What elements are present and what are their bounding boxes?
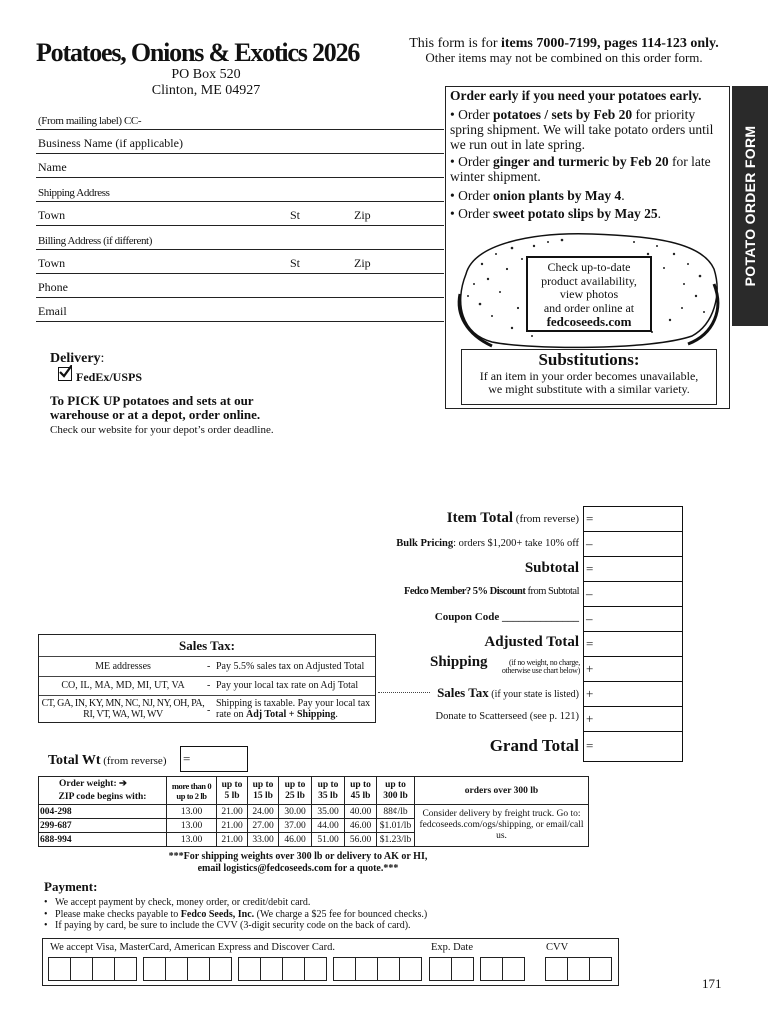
- shipping-address-field[interactable]: Shipping Address: [36, 180, 444, 202]
- card-digit-box[interactable]: [48, 957, 71, 981]
- subtotal-box[interactable]: =: [583, 557, 683, 582]
- pickup-note: To PICK UP potatoes and sets at our warehouse or at a depot, order online.: [50, 393, 261, 422]
- fedex-usps-checkbox[interactable]: [58, 367, 72, 381]
- item-total-label: Item Total (from reverse): [446, 510, 579, 526]
- sales-tax-row: CT, GA, IN, KY, MN, NC, NJ, NY, OH, PA, RI, VT, WA, WI, WV - Shipping is taxable. Pay your local tax rate on Adj Total + Shipping.: [39, 695, 375, 723]
- heavy-shipping-note: ***For shipping weights over 300 lb or delivery to AK or HI, email logistics@fedcoseeds.com for a quote.***: [168, 851, 428, 874]
- table-row: 004-298 13.00 21.00 24.00 30.00 35.00 40.00 88¢/lb Consider delivery by freight truck. Go to: fedcoseeds.com/ogs/shipping, or email/call us.: [39, 805, 589, 819]
- sales-tax-row: ME addresses - Pay 5.5% sales tax on Adjusted Total: [39, 656, 375, 676]
- donate-box[interactable]: +: [583, 707, 683, 732]
- member-discount-label: Fedco Member? 5% Discount from Subtotal: [403, 586, 579, 597]
- website-link[interactable]: fedcoseeds.com: [546, 314, 632, 329]
- table-header-row-2: ZIP code begins with:: [39, 791, 589, 805]
- card-digit-box[interactable]: [377, 957, 400, 981]
- sales-tax-leader: [378, 692, 430, 693]
- depot-deadline-note: Check our website for your depot’s order deadline.: [50, 424, 274, 436]
- order-early-bullet-ginger: • Order ginger and turmeric by Feb 20 for late winter shipment.: [450, 154, 711, 184]
- coupon-code-box[interactable]: –: [583, 607, 683, 632]
- order-early-bullet-potatoes: • Order potatoes / sets by Feb 20 for priority spring shipment. We will take potato orders until we run out in late spring.: [450, 107, 714, 152]
- table-header-row: Order weight: ➔ more than 0 up to 2 lb up to 5 lb up to 15 lb up to 25 lb up to 35 lb up to 45 lb up to 300 lb orders over 300 lb: [39, 777, 589, 791]
- arrow-right-icon: ➔: [118, 779, 127, 790]
- card-digit-box[interactable]: [399, 957, 422, 981]
- grand-total-box[interactable]: =: [583, 732, 683, 762]
- card-digit-box[interactable]: [260, 957, 283, 981]
- card-digit-box[interactable]: [333, 957, 356, 981]
- sales-tax-label: Sales Tax (if your state is listed): [437, 685, 579, 700]
- city-state-zip: Clinton, ME 04927: [151, 83, 261, 98]
- po-box: PO Box 520: [171, 67, 241, 82]
- cvv-digit-box[interactable]: [589, 957, 612, 981]
- shipping-town-field[interactable]: Town St Zip: [36, 204, 444, 226]
- shipping-label: Shipping: [430, 654, 488, 670]
- card-digit-box[interactable]: [355, 957, 378, 981]
- card-digit-box[interactable]: [165, 957, 188, 981]
- exp-digit-box[interactable]: [502, 957, 525, 981]
- business-name-field[interactable]: Business Name (if applicable): [36, 132, 444, 154]
- sales-tax-table: Sales Tax: ME addresses - Pay 5.5% sales tax on Adjusted Total CO, IL, MA, MD, MI, UT, VA - Pay your local tax rate on Adj Total CT, GA, IN, KY, MN, NC, NJ, NY, OH, PA, RI, VT, WA, WI, WV - Shipping is taxable. Pay your local tax rate on Adj Total + Shipping.: [38, 634, 376, 723]
- payment-title: Payment:: [44, 879, 98, 894]
- online-availability-box: Check up-to-date product availability, view photos and order online at fedcoseeds.com: [526, 256, 652, 332]
- check-mark-icon: [58, 365, 72, 379]
- sales-tax-row: CO, IL, MA, MD, MI, UT, VA - Pay your local tax rate on Adj Total: [39, 676, 375, 695]
- phone-field[interactable]: Phone: [36, 276, 444, 298]
- fedex-usps-label: FedEx/USPS: [76, 370, 143, 384]
- card-digit-box[interactable]: [209, 957, 232, 981]
- card-digit-box[interactable]: [92, 957, 115, 981]
- substitutions-box: Substitutions: If an item in your order becomes unavailable, we might substitute with a similar variety.: [461, 349, 717, 405]
- order-early-title: Order early if you need your potatoes early.: [450, 88, 702, 103]
- card-digit-box[interactable]: [70, 957, 93, 981]
- grand-total-label: Grand Total: [489, 736, 579, 755]
- table-row: 299-687 13.00 21.00 27.00 37.00 44.00 46.00 $1.01/lb: [39, 819, 589, 833]
- bulk-pricing-box[interactable]: –: [583, 532, 683, 557]
- subtotal-label: Subtotal: [524, 560, 579, 576]
- coupon-code-label: Coupon Code ______________: [434, 611, 579, 623]
- billing-town-field[interactable]: Town St Zip: [36, 252, 444, 274]
- payment-info: • We accept payment by check, money order, or credit/debit card. • Please make checks payable to Fedco Seeds, Inc. (We charge a $25 fee for bounced checks.) • If paying by card, be sure to include the CVV (3-digit security code on the back of card).: [44, 897, 428, 931]
- donate-label: Donate to Scatterseed (see p. 121): [435, 711, 579, 722]
- form-scope-note: This form is for items 7000-7199, pages 114-123 only.: [409, 36, 719, 51]
- card-digit-box[interactable]: [143, 957, 166, 981]
- billing-address-field[interactable]: Billing Address (if different): [36, 228, 444, 250]
- cc-field[interactable]: (From mailing label) CC-: [36, 108, 444, 130]
- page-number: 171: [702, 976, 722, 991]
- item-total-box[interactable]: =: [583, 507, 683, 532]
- name-field[interactable]: Name: [36, 156, 444, 178]
- exp-digit-box[interactable]: [451, 957, 474, 981]
- order-early-bullet-sweet-potato: • Order sweet potato slips by May 25.: [450, 206, 661, 221]
- shipping-rate-table: [38, 776, 589, 847]
- card-entry-box: We accept Visa, MasterCard, American Express and Discover Card. Exp. Date CVV: [42, 938, 619, 986]
- bulk-pricing-label: Bulk Pricing: orders $1,200+ take 10% off: [396, 538, 579, 549]
- member-discount-box[interactable]: –: [583, 582, 683, 607]
- side-tab: POTATO ORDER FORM: [732, 86, 768, 326]
- cvv-digit-box[interactable]: [545, 957, 568, 981]
- card-digit-box[interactable]: [238, 957, 261, 981]
- sales-tax-box[interactable]: +: [583, 682, 683, 707]
- order-early-bullet-onion: • Order onion plants by May 4.: [450, 188, 625, 203]
- total-weight-box[interactable]: =: [180, 746, 248, 772]
- adjusted-total-label: Adjusted Total: [484, 634, 579, 650]
- exp-digit-box[interactable]: [429, 957, 452, 981]
- delivery-label: Delivery:: [50, 351, 105, 366]
- cvv-digit-box[interactable]: [567, 957, 590, 981]
- card-digit-box[interactable]: [282, 957, 305, 981]
- email-field[interactable]: Email: [36, 300, 444, 322]
- total-weight-label: Total Wt (from reverse): [48, 753, 167, 768]
- shipping-sub-label: (if no weight, no charge, otherwise use chart below): [501, 658, 580, 675]
- form-scope-note-2: Other items may not be combined on this order form.: [425, 50, 703, 65]
- shipping-box[interactable]: +: [583, 657, 683, 682]
- card-digit-box[interactable]: [304, 957, 327, 981]
- card-digit-box[interactable]: [187, 957, 210, 981]
- exp-digit-box[interactable]: [480, 957, 503, 981]
- page-title: Potatoes, Onions & Exotics 2026: [36, 38, 360, 67]
- table-row: 688-994 13.00 21.00 33.00 46.00 51.00 56.00 $1.23/lb: [39, 833, 589, 847]
- adjusted-total-box[interactable]: =: [583, 632, 683, 657]
- card-digit-box[interactable]: [114, 957, 137, 981]
